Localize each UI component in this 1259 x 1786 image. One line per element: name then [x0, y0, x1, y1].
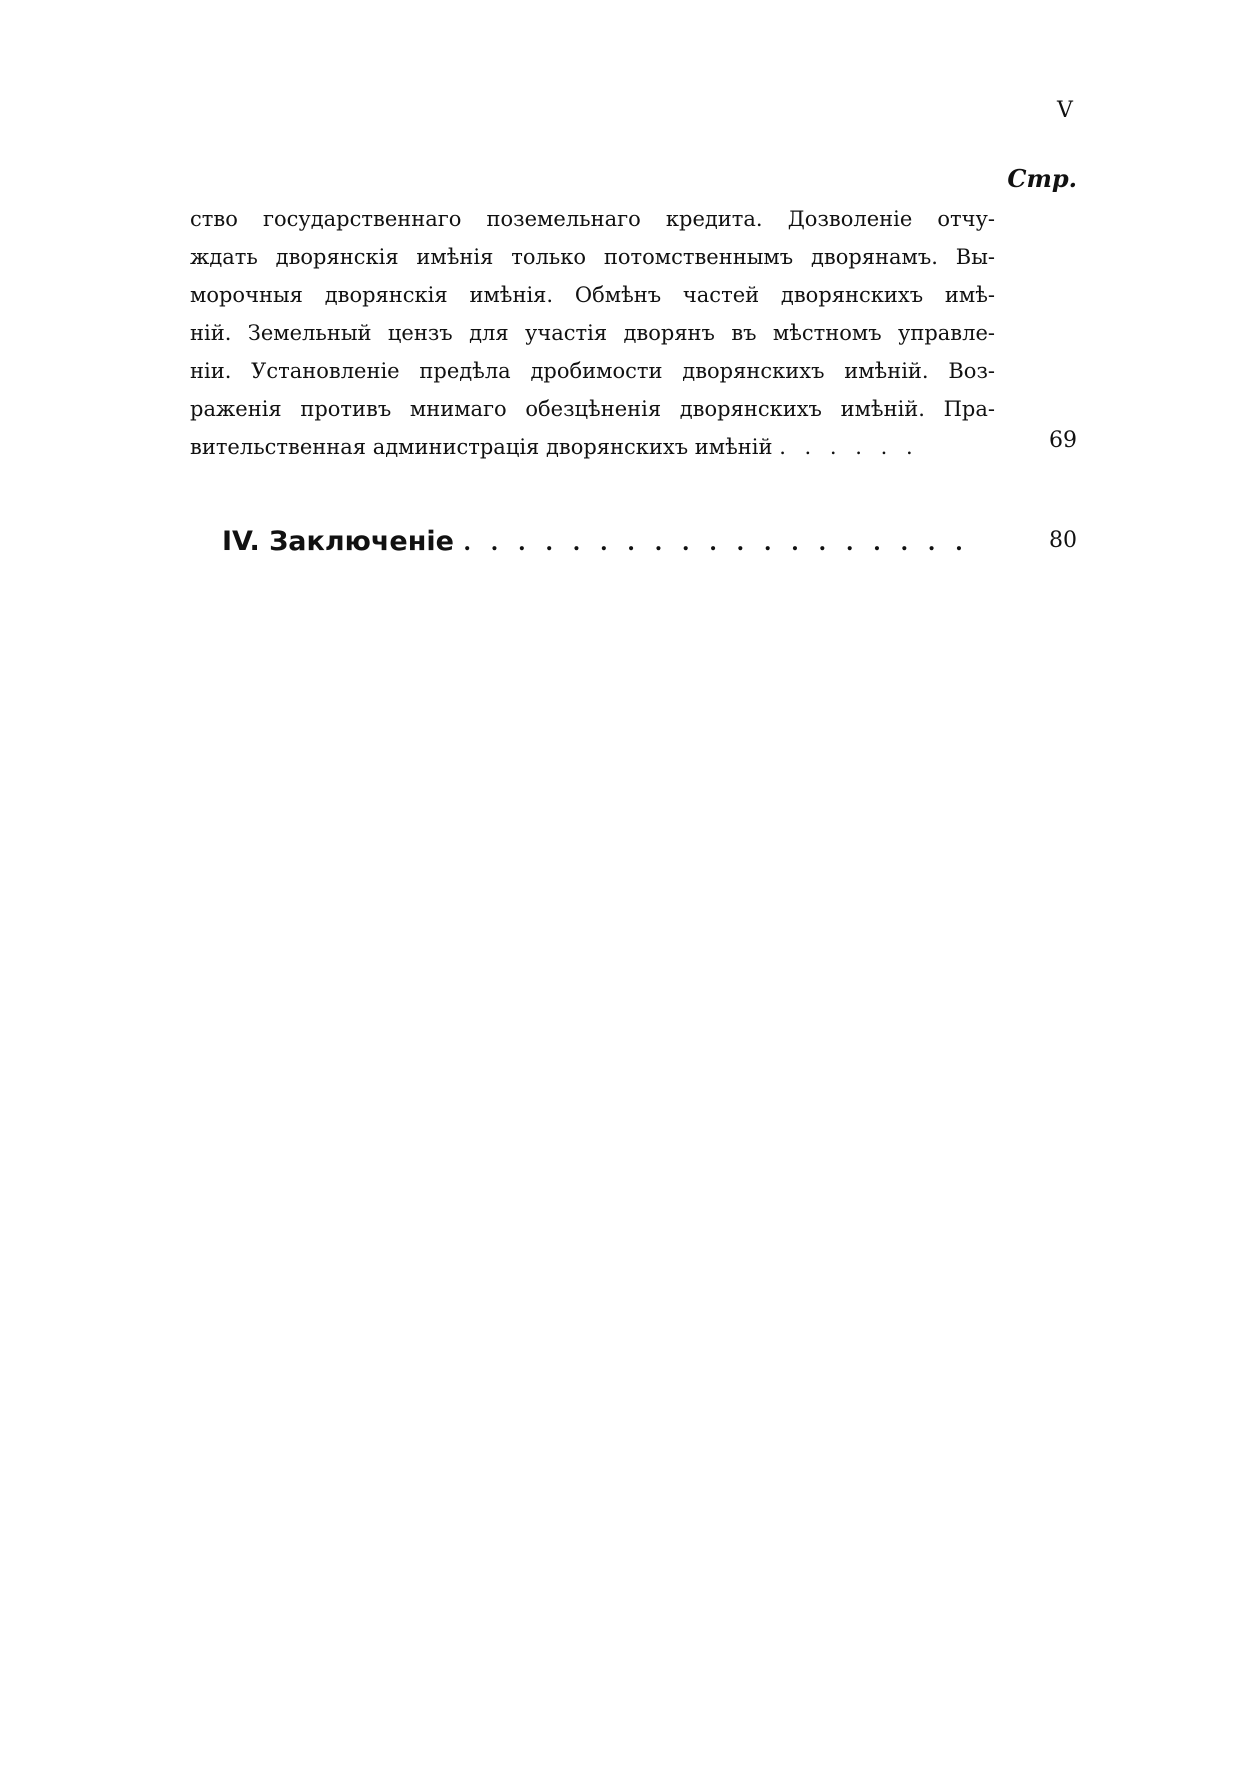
toc-entry-line: ніи. Установленіе предѣла дробимости дворянскихъ имѣній. Воз- — [190, 359, 995, 383]
toc-entry-line-text: вительственная администрація дворянскихъ имѣній — [190, 435, 773, 459]
toc-entry-line: ство государственнаго поземельнаго кредита. Дозволеніе отчу- — [190, 207, 995, 231]
page-number: V — [1057, 98, 1073, 123]
toc-section-title: IV. Заключеніе — [222, 526, 454, 557]
toc-section-iv — [222, 520, 1002, 565]
toc-entry-continuation — [190, 200, 995, 466]
toc-entry-last-line — [190, 428, 995, 466]
page-column-heading: Стр. — [1007, 164, 1077, 193]
toc-entry-line: ній. Земельный цензъ для участія дворянъ въ мѣстномъ управле- — [190, 321, 995, 345]
toc-entry-line: ждать дворянскія имѣнія только потомственнымъ дворянамъ. Вы- — [190, 245, 995, 269]
toc-entry-line: морочныя дворянскія имѣнія. Обмѣнъ частей дворянскихъ имѣ- — [190, 283, 995, 307]
toc-entry-page-ref: 69 — [1049, 428, 1077, 453]
toc-entry-line: раженія противъ мнимаго обезцѣненія дворянскихъ имѣній. Пра- — [190, 397, 995, 421]
toc-section-page-ref: 80 — [1049, 528, 1077, 553]
toc-dot-leader: . . . . . . — [779, 435, 919, 459]
toc-section-dot-leader: . . . . . . . . . . . . . . . . . . . — [463, 530, 969, 556]
